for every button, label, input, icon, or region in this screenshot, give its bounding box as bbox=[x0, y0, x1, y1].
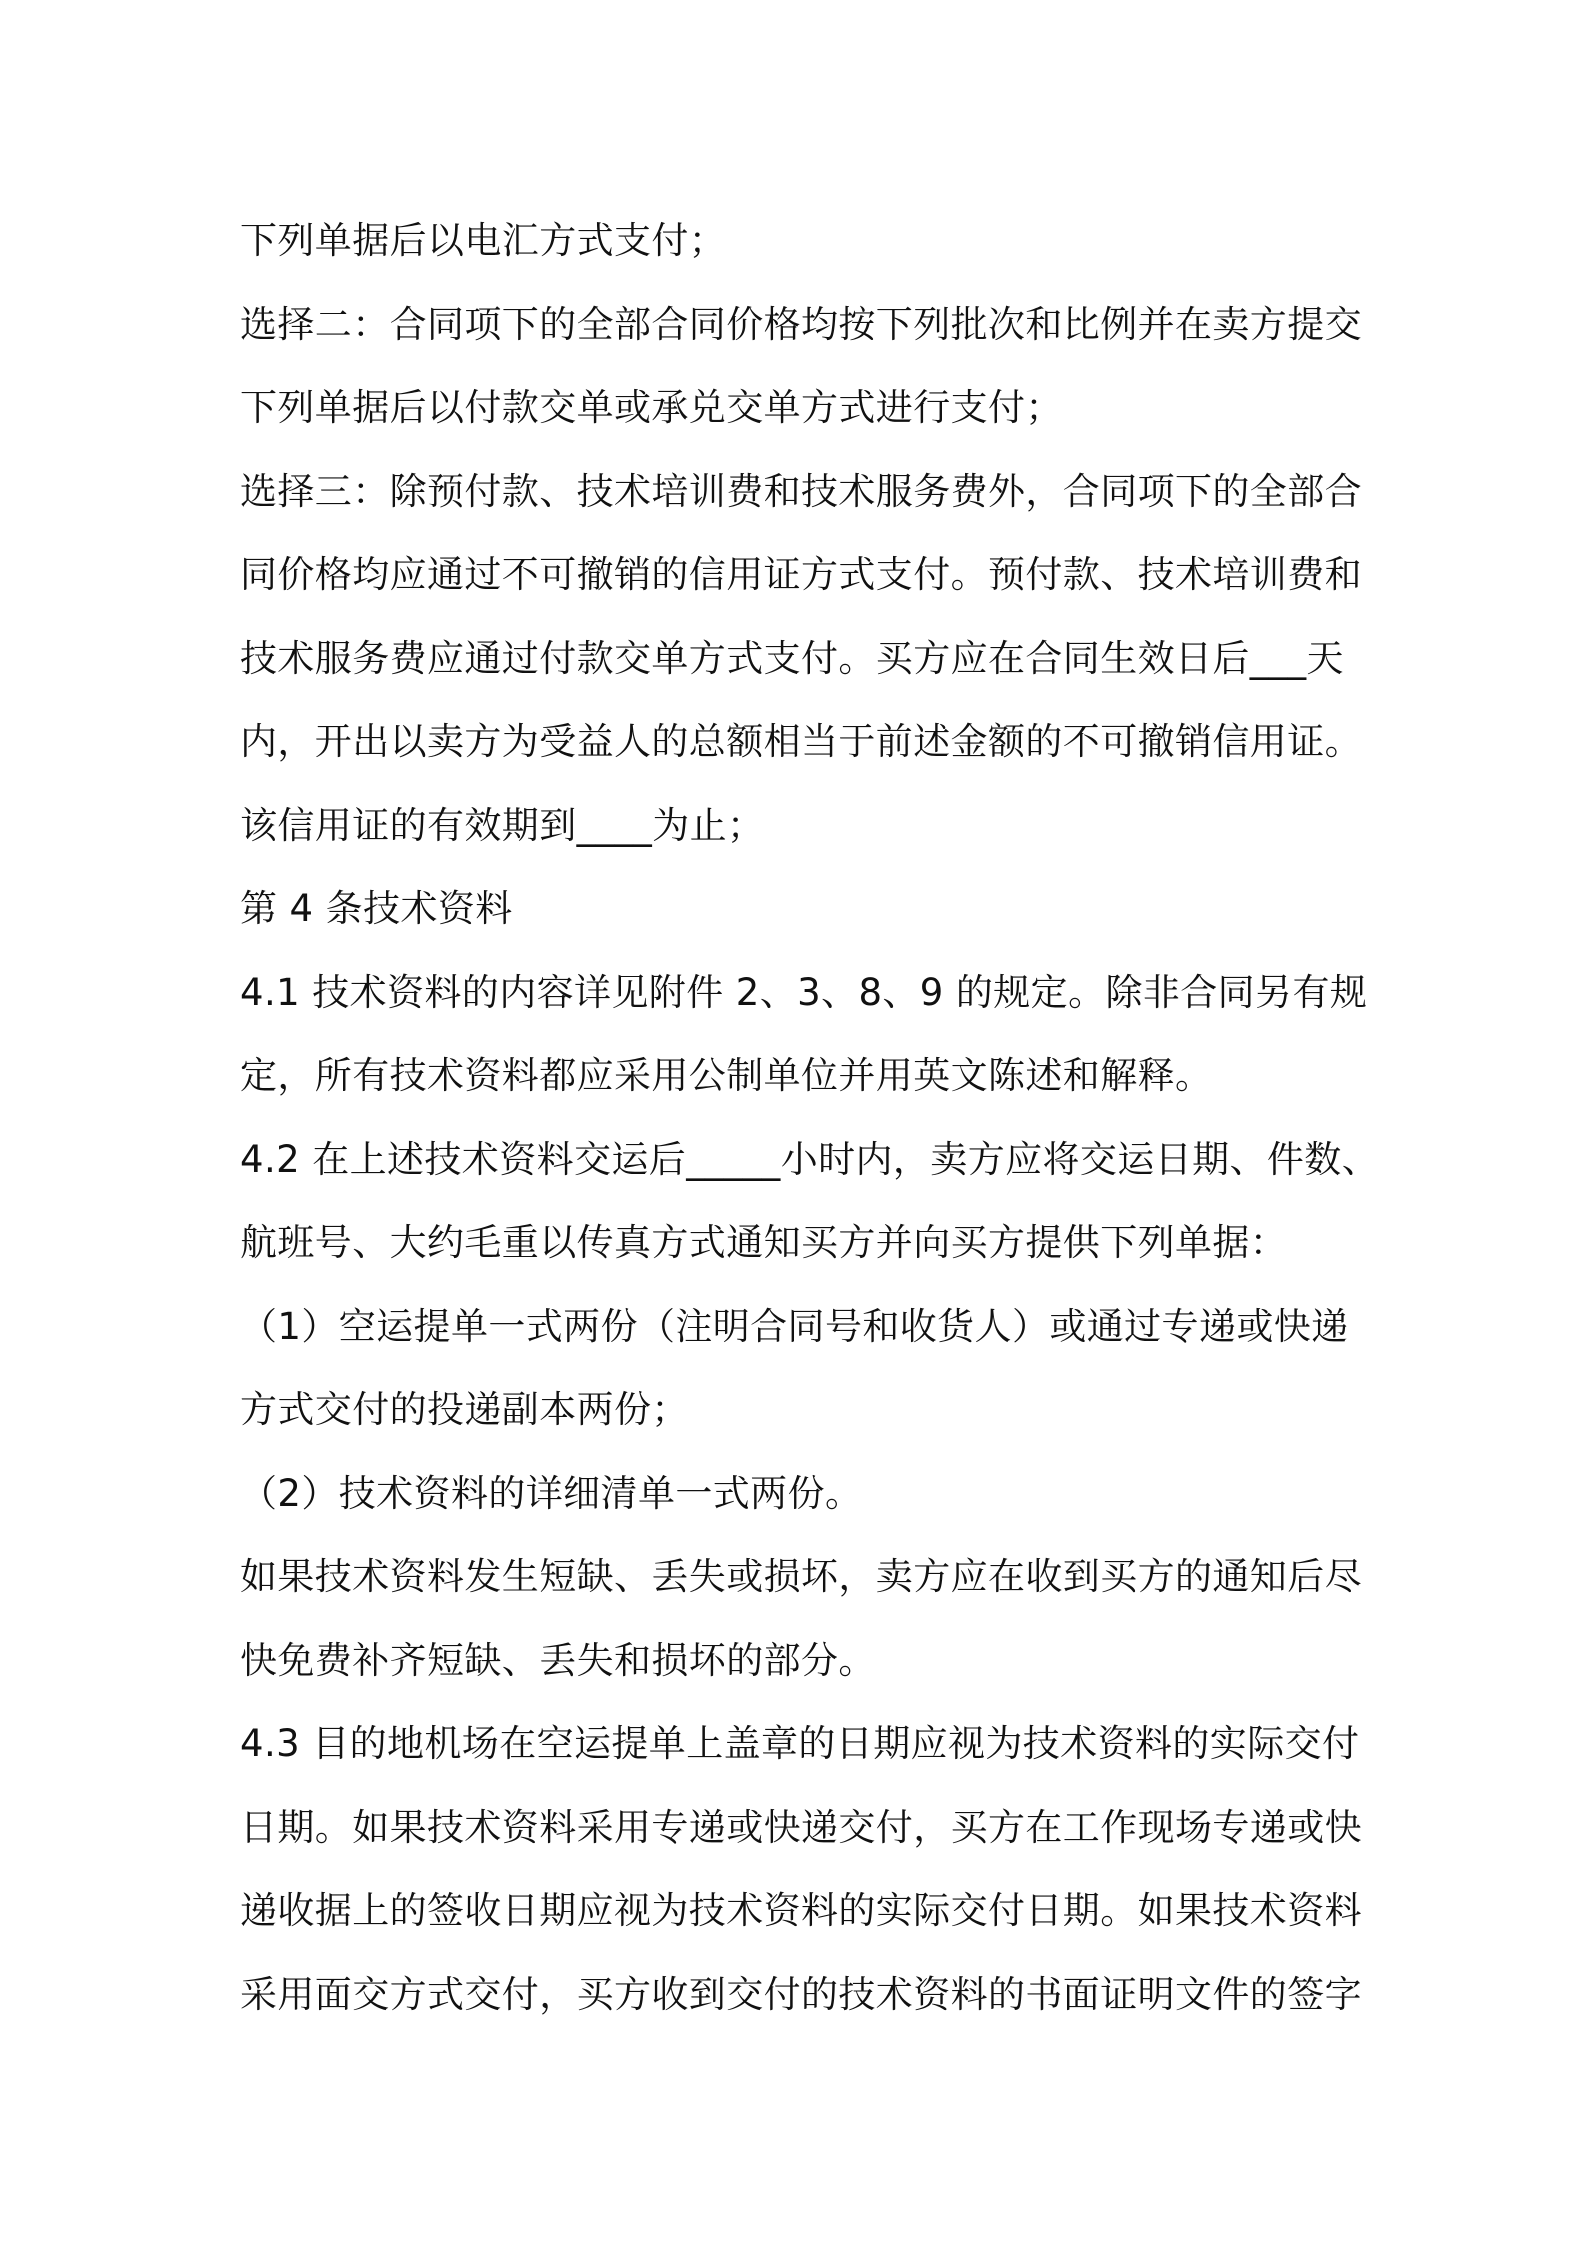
text-line: 选择三：除预付款、技术培训费和技术服务费外，合同项下的全部合 bbox=[240, 469, 1362, 513]
list-item: （2）技术资料的详细清单一式两份。 bbox=[240, 1471, 863, 1515]
text-line: 方式交付的投递副本两份； bbox=[240, 1388, 689, 1431]
text-line: 4.1 技术资料的内容详见附件 2、3、8、9 的规定。除非合同另有规 bbox=[240, 970, 1368, 1014]
text-line: 下列单据后以电汇方式支付； bbox=[240, 219, 727, 262]
text-line: 递收据上的签收日期应视为技术资料的实际交付日期。如果技术资料 bbox=[240, 1889, 1362, 1932]
text-line: 定，所有技术资料都应采用公制单位并用英文陈述和解释。 bbox=[240, 1054, 1213, 1097]
text-line: 4.3 目的地机场在空运提单上盖章的日期应视为技术资料的实际交付 bbox=[240, 1722, 1360, 1765]
text-line: 快免费补齐短缺、丢失和损坏的部分。 bbox=[240, 1638, 876, 1682]
document-body bbox=[240, 199, 1380, 2036]
text-line: 如果技术资料发生短缺、丢失或损坏，卖方应在收到买方的通知后尽 bbox=[240, 1555, 1362, 1598]
text-line: 技术服务费应通过付款交单方式支付。买方应在合同生效日后___天 bbox=[240, 636, 1344, 680]
text-line: 采用面交方式交付，买方收到交付的技术资料的书面证明文件的签字 bbox=[240, 1972, 1362, 2016]
text-line: 内，开出以卖方为受益人的总额相当于前述金额的不可撤销信用证。 bbox=[240, 720, 1362, 763]
section-heading: 第 4 条技术资料 bbox=[240, 887, 513, 930]
text-line: 选择二：合同项下的全部合同价格均按下列批次和比例并在卖方提交 bbox=[240, 302, 1362, 346]
text-line: 同价格均应通过不可撤销的信用证方式支付。预付款、技术培训费和 bbox=[240, 553, 1362, 596]
list-item: （1）空运提单一式两份（注明合同号和收货人）或通过专递或快递 bbox=[240, 1304, 1349, 1348]
text-line: 航班号、大约毛重以传真方式通知买方并向买方提供下列单据： bbox=[240, 1221, 1288, 1264]
text-line: 该信用证的有效期到____为止； bbox=[240, 803, 765, 847]
text-line: 日期。如果技术资料采用专递或快递交付，买方在工作现场专递或快 bbox=[240, 1805, 1362, 1849]
text-line: 下列单据后以付款交单或承兑交单方式进行支付； bbox=[240, 386, 1063, 429]
text-line: 4.2 在上述技术资料交运后_____小时内，卖方应将交运日期、件数、 bbox=[240, 1137, 1380, 1181]
